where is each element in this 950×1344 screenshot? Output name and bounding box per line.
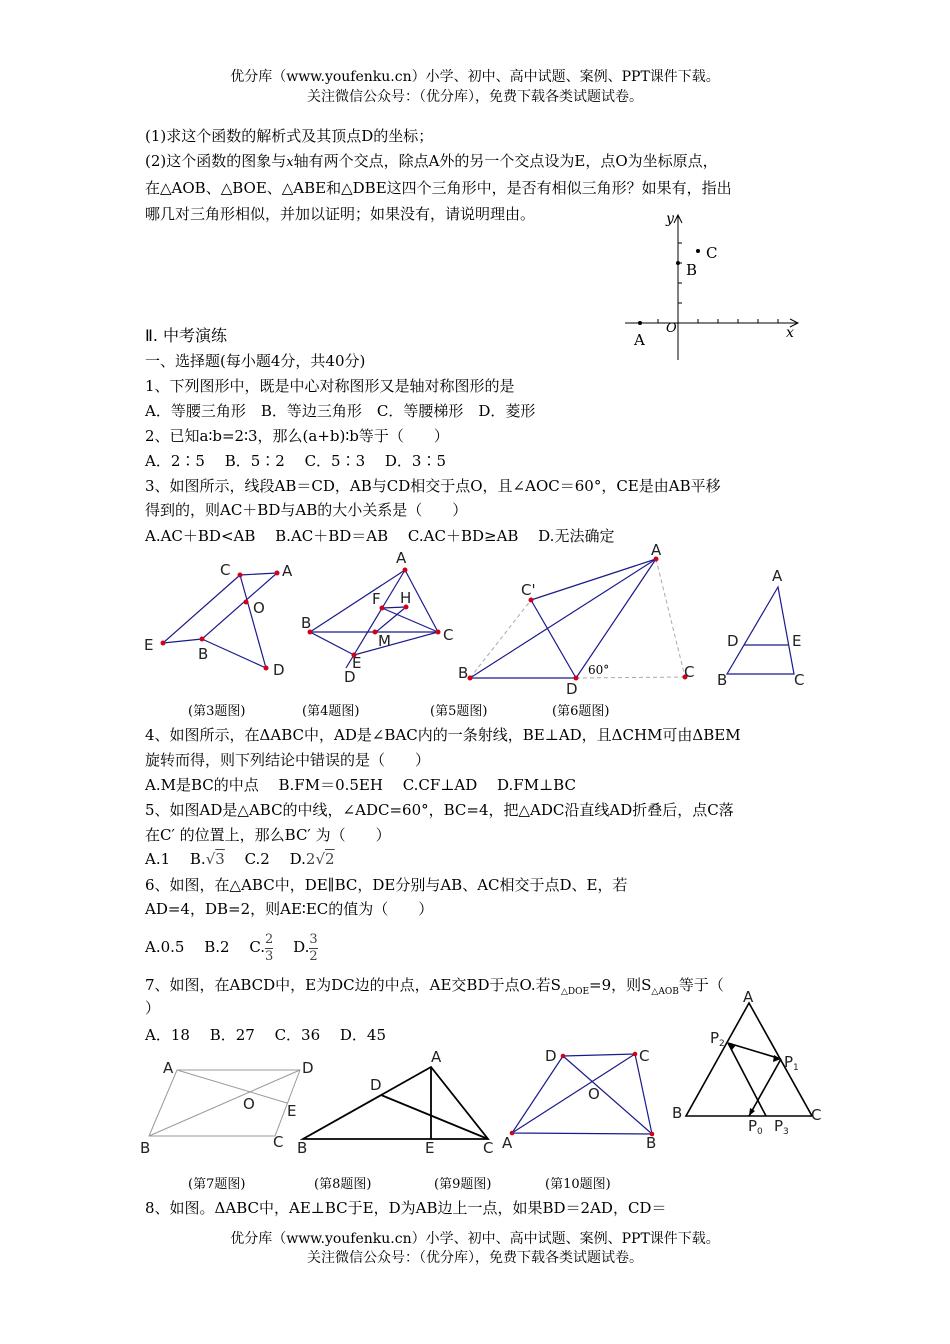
q8-text: 8、如图。ΔABC中，AE⊥BC于E，D为AB边上一点，如果BD＝2AD，CD＝ [145,1199,667,1217]
figure-6 [712,565,812,695]
label-d: D [566,680,578,698]
q4-options: A.M是BC的中点 B.FM＝0.5EH C.CF⊥AD D.FM⊥BC [145,776,576,794]
origin-label: O [666,321,677,336]
label-b: B [717,671,728,689]
label-c: C [639,1047,650,1065]
label-a: A [282,562,293,580]
q5-line1: 5、如图AD是△ABC的中线，∠ADC=60°，BC=4，把△ADC沿直线AD折叠后，点C落 [145,801,734,819]
label-a: A [772,567,783,585]
label-b: B [672,1104,683,1122]
label-c: C [811,1106,822,1124]
intro-q2-line2: 在△AOB、△BOE、△ABE和△DBE这四个三角形中，是否有相似三角形？如果有，指出 [145,179,732,197]
label-e: E [352,654,362,672]
angle-label: 60° [588,663,610,677]
label-e: E [287,1102,297,1120]
label-b: B [198,645,209,663]
point-c [696,249,700,253]
q6-line2: AD=4，DB=2，则AE∶EC的值为（ ） [145,900,434,918]
b-label: B [686,261,698,279]
label-a: A [743,988,754,1006]
q2-options: A．2∶5 B．5∶2 C．5∶3 D．3∶5 [145,452,447,470]
q1-options: A．等腰三角形 B．等边三角形 C．等腰梯形 D．菱形 [145,402,536,420]
caption-5: (第5题图) [430,704,488,719]
label-d: D [302,1059,314,1077]
label-c: C [220,561,231,579]
label-c: C [443,626,454,644]
label-p0: $P_0$ [748,1117,763,1137]
label-d: D [727,632,739,650]
header-line-2: 关注微信公众号：（优分库），免费下载各类试题试卷。 [307,89,643,105]
label-c-prime: C' [521,581,536,599]
intro-q1: (1)求这个函数的解析式及其顶点D的坐标； [145,127,434,145]
header-line-1: 优分库（www.youfenku.cn）小学、初中、高中试题、案例、PPT课件下载。 [230,69,720,85]
figure-10 [670,985,830,1135]
a-label: A [634,331,645,349]
caption-6: (第6题图) [552,704,610,719]
point-a [638,321,642,325]
section-title: Ⅱ. 中考演练 [145,326,228,345]
figure-5 [455,540,705,700]
label-d: D [545,1047,557,1065]
q3-options: A.AC＋BD<AB B.AC＋BD＝AB C.AC＋BD≥AB D.无法确定 [145,527,615,545]
label-o: O [588,1085,600,1103]
q3-line1: 3、如图所示，线段AB＝CD，AB与CD相交于点O，且∠AOC＝60°，CE是由AB平移 [145,477,721,495]
label-d: D [273,661,285,679]
q5-line2: 在C′ 的位置上，那么BC′ 为（ ） [145,826,391,844]
q4-line2: 旋转而得，则下列结论中错误的是（ ） [145,751,431,769]
label-h: H [400,589,412,607]
label-b: B [297,1139,308,1157]
label-a: A [163,1059,174,1077]
label-a: A [651,541,662,559]
label-c: C [273,1133,284,1151]
label-m: M [378,632,391,650]
caption-8: (第8题图) [314,1177,372,1192]
label-p3: $P_3$ [774,1117,789,1137]
section-subtitle: 一、选择题(每小题4分，共40分) [145,352,366,370]
q7-options: A．18 B．27 C．36 D．45 [145,1026,387,1044]
figure-3 [140,555,300,685]
label-e: E [144,636,154,654]
label-a: A [396,549,407,567]
x-axis-label: x [786,325,794,341]
caption-3: (第3题图) [188,704,246,719]
caption-4: (第4题图) [302,704,360,719]
footer-line-1: 优分库（www.youfenku.cn）小学、初中、高中试题、案例、PPT课件下载。 [230,1231,720,1247]
q2-text: 2、已知a∶b=2∶3，那么(a+b)∶b等于（ ） [145,427,449,445]
label-a: A [431,1048,442,1066]
coordinate-figure [620,205,810,355]
q6-line1: 6、如图，在△ABC中，DE∥BC，DE分别与AB、AC相交于点D、E，若 [145,876,628,894]
label-b: B [301,614,312,632]
q6-options: A.0.5 B.2 C. $\frac{2}{3}$ D. $\frac{3}{2}$ [145,931,318,964]
label-a: A [502,1134,513,1152]
label-o: O [243,1095,255,1113]
label-c: C [794,671,805,689]
label-b: B [458,664,469,682]
point-b [676,261,680,265]
label-p1: $P_1$ [784,1053,799,1073]
intro-q2-line3: 哪几对三角形相似，并加以证明；如果没有，请说明理由。 [145,205,536,223]
q7-line2: ） [145,999,161,1017]
caption-10: (第10题图) [545,1177,611,1192]
q7-line1: 7、如图，在ABCD中，E为DC边的中点，AE交BD于点O.若$S_{\triangle DOE}=9$，则$S_{\triangle AOB}$等于（ [145,976,724,997]
caption-9: (第9题图) [434,1177,492,1192]
label-f: F [372,590,381,608]
label-d: D [370,1076,382,1094]
c-label: C [706,244,718,262]
label-c: C [684,663,695,681]
label-e: E [792,632,802,650]
label-e: E [425,1139,435,1157]
q5-options: A.1 B.√3 C.2 D.2√2 [145,850,335,868]
q1-text: 1、下列图形中，既是中心对称图形又是轴对称图形的是 [145,377,515,395]
figure-9 [500,1045,675,1155]
label-c: C [483,1139,494,1157]
label-b: B [646,1134,657,1152]
q3-line2: 得到的，则AC＋BD与AB的大小关系是（ ） [145,501,468,519]
figure-7 [135,1055,320,1160]
intro-q2-line1: (2)这个函数的图象与x轴有两个交点，除点A外的另一个交点设为E，点O为坐标原点， [145,152,718,170]
label-p2: $P_2$ [710,1029,725,1049]
y-axis-label: y [666,211,674,227]
figure-4 [298,548,463,688]
q4-line1: 4、如图所示，在ΔABC中，AD是∠BAC内的一条射线，BE⊥AD，且ΔCHM可由ΔBEM [145,726,741,744]
label-o: O [253,599,265,617]
figure-8 [295,1045,505,1160]
label-b: B [140,1139,151,1157]
label-d: D [344,668,356,686]
footer-line-2: 关注微信公众号：（优分库），免费下载各类试题试卷。 [307,1250,643,1266]
caption-7: (第7题图) [188,1177,246,1192]
